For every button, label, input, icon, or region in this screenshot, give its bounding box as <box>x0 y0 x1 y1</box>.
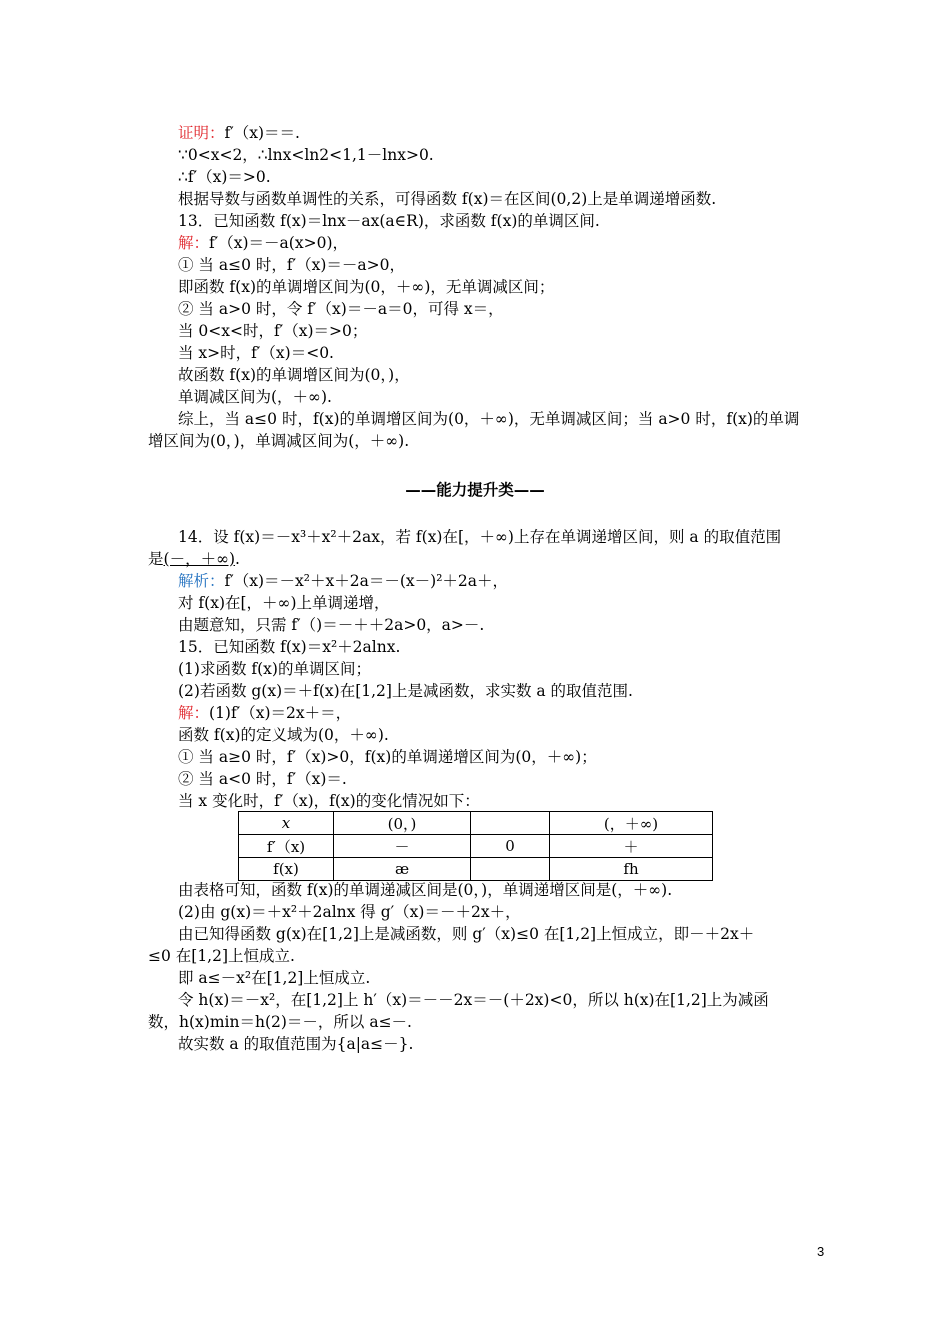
proof-line-1: 证明：f′（x)＝＝. <box>178 124 300 142</box>
problem-15: 15．已知函数 f(x)＝x²＋2alnx. <box>178 638 401 656</box>
problem-15-part-2: (2)若函数 g(x)＝＋f(x)在[1,2]上是减函数，求实数 a 的取值范围. <box>178 682 633 700</box>
solution-13-line-4: ② 当 a>0 时，令 f′（x)＝－a＝0，可得 x＝， <box>178 300 504 318</box>
table-cell: 0 <box>471 835 550 858</box>
solution-15-line-5: 当 x 变化时，f′（x)，f(x)的变化情况如下： <box>178 792 480 810</box>
table-cell: æ <box>334 858 471 881</box>
solution-13-line-6: 当 x>时，f′（x)＝<0. <box>178 344 334 362</box>
problem-13: 13．已知函数 f(x)＝lnx－ax(a∈R)，求函数 f(x)的单调区间. <box>178 212 600 230</box>
solution-15-line-1: 解：(1)f′（x)＝2x＋＝， <box>178 704 352 722</box>
solution-15-line-4: ② 当 a<0 时，f′（x)＝. <box>178 770 347 788</box>
solution-13-line-1: 解：f′（x)＝－a(x>0)， <box>178 234 348 252</box>
analysis-14-line-3: 由题意知，只需 f′（)＝－＋＋2a>0，a>－. <box>178 616 485 634</box>
page-number: 3 <box>817 1244 825 1259</box>
solution-15-line-2: 函数 f(x)的定义域为(0，＋∞). <box>178 726 389 744</box>
variation-table <box>238 811 713 881</box>
table-cell: fh <box>550 858 713 881</box>
section-heading: ——能力提升类—— <box>405 481 545 499</box>
solution-15-part2-line-1: (2)由 g(x)＝＋x²＋2alnx 得 g′（x)＝－＋2x＋， <box>178 903 521 921</box>
proof-line-3: ∴f′（x)＝>0. <box>178 168 271 186</box>
table-row <box>239 835 713 858</box>
solution-15-part2-line-6: 数，h(x)min＝h(2)＝－，所以 a≤－. <box>148 1013 412 1031</box>
analysis-label: 解析： <box>178 572 225 590</box>
solution-13-line-8: 单调减区间为(，＋∞). <box>178 388 332 406</box>
problem-14-line-2: 是(－，＋∞). <box>148 550 240 568</box>
solution-13-summary-2: 增区间为(0，)，单调减区间为(，＋∞). <box>148 432 410 450</box>
answer-blank: (－，＋∞) <box>163 550 236 568</box>
table-cell: ＋ <box>550 835 713 858</box>
solution-15-part2-line-2: 由已知得函数 g(x)在[1,2]上是减函数，则 g′（x)≤0 在[1,2]上恒成立，即－＋2x＋ <box>178 925 755 943</box>
solution-15-part2-line-3: ≤0 在[1,2]上恒成立. <box>148 947 295 965</box>
table-conclusion: 由表格可知，函数 f(x)的单调递减区间是(0，)，单调递增区间是(，＋∞). <box>178 881 673 899</box>
analysis-14-line-1: 解析：f′（x)＝－x²＋x＋2a＝－(x－)²＋2a＋， <box>178 572 509 590</box>
solution-13-line-3: 即函数 f(x)的单调增区间为(0，＋∞)，无单调减区间； <box>178 278 555 296</box>
table-cell: f′（x) <box>239 835 334 858</box>
proof-line-2: ∵0<x<2，∴lnx<ln2<1,1－lnx>0. <box>178 146 434 164</box>
table-cell: f(x) <box>239 858 334 881</box>
table-cell: (0，) <box>334 812 471 835</box>
table-cell: (，＋∞) <box>550 812 713 835</box>
proof-label: 证明： <box>178 124 225 142</box>
solution-15-final: 故实数 a 的取值范围为{a|a≤－}. <box>178 1035 414 1053</box>
solution-15-line-3: ① 当 a≥0 时，f′（x)>0，f(x)的单调递增区间为(0，＋∞)； <box>178 748 597 766</box>
table-row <box>239 812 713 835</box>
proof-conclusion: 根据导数与函数单调性的关系，可得函数 f(x)＝在区间(0,2)上是单调递增函数. <box>178 190 717 208</box>
problem-14-line-1: 14．设 f(x)＝－x³＋x²＋2ax，若 f(x)在[，＋∞)上存在单调递增区间，则 a 的取值范围 <box>178 528 782 546</box>
solution-13-line-5: 当 0<x<时，f′（x)＝>0； <box>178 322 368 340</box>
table-cell <box>471 812 550 835</box>
table-cell <box>471 858 550 881</box>
solution-label: 解： <box>178 704 210 722</box>
solution-13-line-2: ① 当 a≤0 时，f′（x)＝－a>0， <box>178 256 406 274</box>
solution-13-summary-1: 综上，当 a≤0 时，f(x)的单调增区间为(0，＋∞)，无单调减区间；当 a>0 时，f(x)的单调 <box>178 410 800 428</box>
solution-15-part2-line-5: 令 h(x)＝－x²，在[1,2]上 h′（x)＝－－2x＝－(＋2x)<0，所以 h(x)在[1,2]上为减函 <box>178 991 769 1009</box>
solution-13-line-7: 故函数 f(x)的单调增区间为(0，)， <box>178 366 410 384</box>
table-cell: － <box>334 835 471 858</box>
table-row <box>239 858 713 881</box>
solution-15-part2-line-4: 即 a≤－x²在[1,2]上恒成立. <box>178 969 371 987</box>
analysis-14-line-2: 对 f(x)在[，＋∞)上单调递增， <box>178 594 390 612</box>
solution-label: 解： <box>178 234 210 252</box>
problem-15-part-1: (1)求函数 f(x)的单调区间； <box>178 660 371 678</box>
table-cell: x <box>239 812 334 835</box>
